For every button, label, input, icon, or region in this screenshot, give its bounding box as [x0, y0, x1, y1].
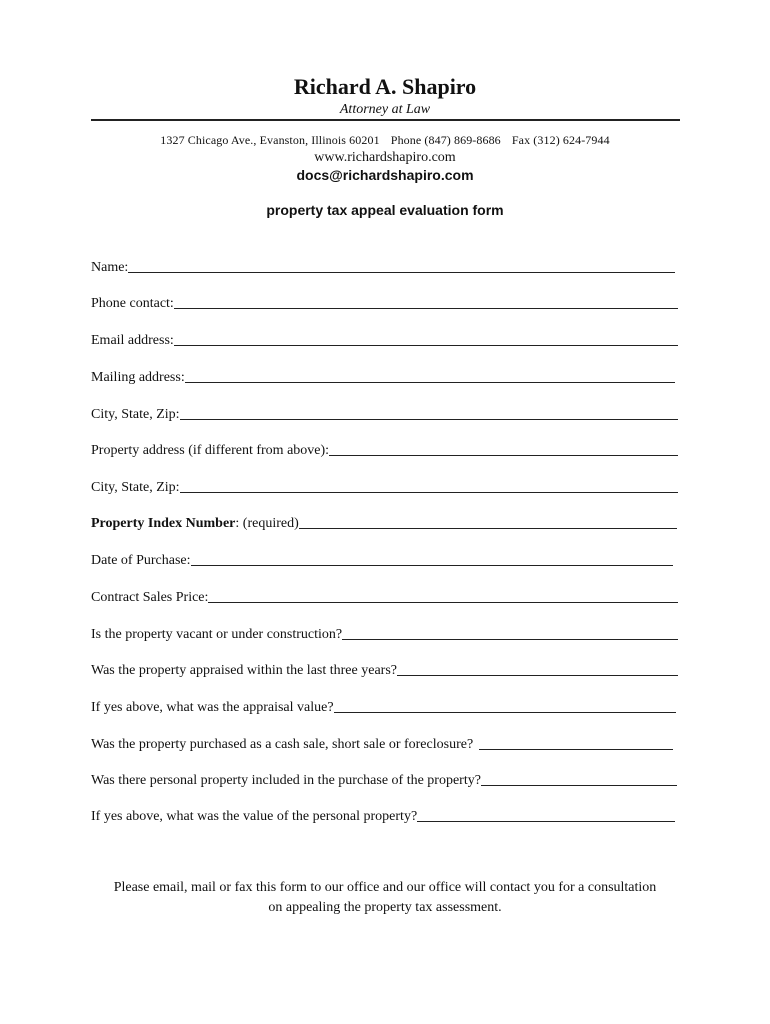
field-label: Was there personal property included in the purchase of the property?	[91, 773, 481, 788]
office-phone: Phone (847) 869-8686	[390, 133, 501, 147]
field-personal-property-included	[91, 769, 677, 789]
office-fax: Fax (312) 624-7944	[511, 133, 610, 147]
fill-in-line[interactable]	[180, 491, 678, 493]
field-date-of-purchase	[91, 549, 673, 569]
email-link[interactable]: docs@richardshapiro.com	[296, 167, 474, 183]
field-label: Was the property appraised within the last three years?	[91, 663, 397, 678]
footer-line-1: Please email, mail or fax this form to our office and our office will contact you for a consultation	[113, 880, 657, 895]
field-label: If yes above, what was the value of the personal property?	[91, 809, 418, 824]
website-link[interactable]: www.richardshapiro.com	[314, 150, 456, 165]
field-email-address	[91, 329, 678, 349]
field-label: City, State, Zip:	[91, 480, 180, 495]
fill-in-line[interactable]	[174, 307, 678, 309]
fill-in-line[interactable]	[128, 271, 675, 273]
fill-in-line[interactable]	[417, 820, 675, 822]
fill-in-line[interactable]	[342, 638, 678, 640]
fill-in-line[interactable]	[481, 784, 677, 786]
field-city-state-zip	[91, 403, 678, 423]
field-label: City, State, Zip:	[91, 407, 180, 422]
field-vacant-or-construction	[91, 623, 678, 643]
fill-in-line[interactable]	[479, 748, 673, 750]
fill-in-line[interactable]	[299, 527, 677, 529]
field-property-city-state-zip	[91, 476, 678, 496]
fill-in-line[interactable]	[174, 344, 678, 346]
field-label: Phone contact:	[91, 296, 174, 311]
fill-in-line[interactable]	[329, 454, 678, 456]
field-label: Date of Purchase:	[91, 553, 191, 568]
fill-in-line[interactable]	[180, 418, 678, 420]
field-appraised-recently	[91, 659, 678, 679]
field-label	[91, 516, 299, 532]
fill-in-line[interactable]	[191, 564, 673, 566]
footer-note	[60, 878, 710, 918]
office-address: 1327 Chicago Ave., Evanston, Illinois 60201	[160, 133, 380, 147]
field-personal-property-value	[91, 805, 675, 825]
field-label: If yes above, what was the appraisal value?	[91, 700, 334, 715]
fill-in-line[interactable]	[334, 711, 676, 713]
footer-line-2: on appealing the property tax assessment.	[268, 900, 502, 915]
field-label: Contract Sales Price:	[91, 590, 209, 605]
field-label: Property address (if different from above):	[91, 443, 330, 458]
field-label: Was the property purchased as a cash sale, short sale or foreclosure?	[91, 737, 474, 752]
fill-in-line[interactable]	[208, 601, 678, 603]
attorney-name: Richard A. Shapiro	[293, 74, 477, 99]
field-label: Name:	[91, 260, 129, 275]
field-label-rest: : (required)	[235, 516, 299, 531]
field-label-bold: Property Index Number	[91, 516, 236, 531]
fill-in-line[interactable]	[397, 674, 678, 676]
field-property-address	[91, 439, 678, 459]
header-divider	[91, 119, 680, 121]
field-property-index-number	[91, 512, 677, 532]
field-sale-type	[91, 733, 673, 753]
fill-in-line[interactable]	[185, 381, 675, 383]
field-phone-contact	[91, 292, 678, 312]
attorney-subtitle: Attorney at Law	[339, 102, 431, 117]
field-label: Mailing address:	[91, 370, 185, 385]
field-appraisal-value	[91, 696, 676, 716]
field-contract-sales-price	[91, 586, 678, 606]
field-label: Is the property vacant or under construction?	[91, 627, 343, 642]
field-name	[91, 256, 675, 276]
form-title: property tax appeal evaluation form	[266, 202, 504, 218]
field-mailing-address	[91, 366, 675, 386]
contact-line	[0, 133, 770, 148]
field-label: Email address:	[91, 333, 174, 348]
